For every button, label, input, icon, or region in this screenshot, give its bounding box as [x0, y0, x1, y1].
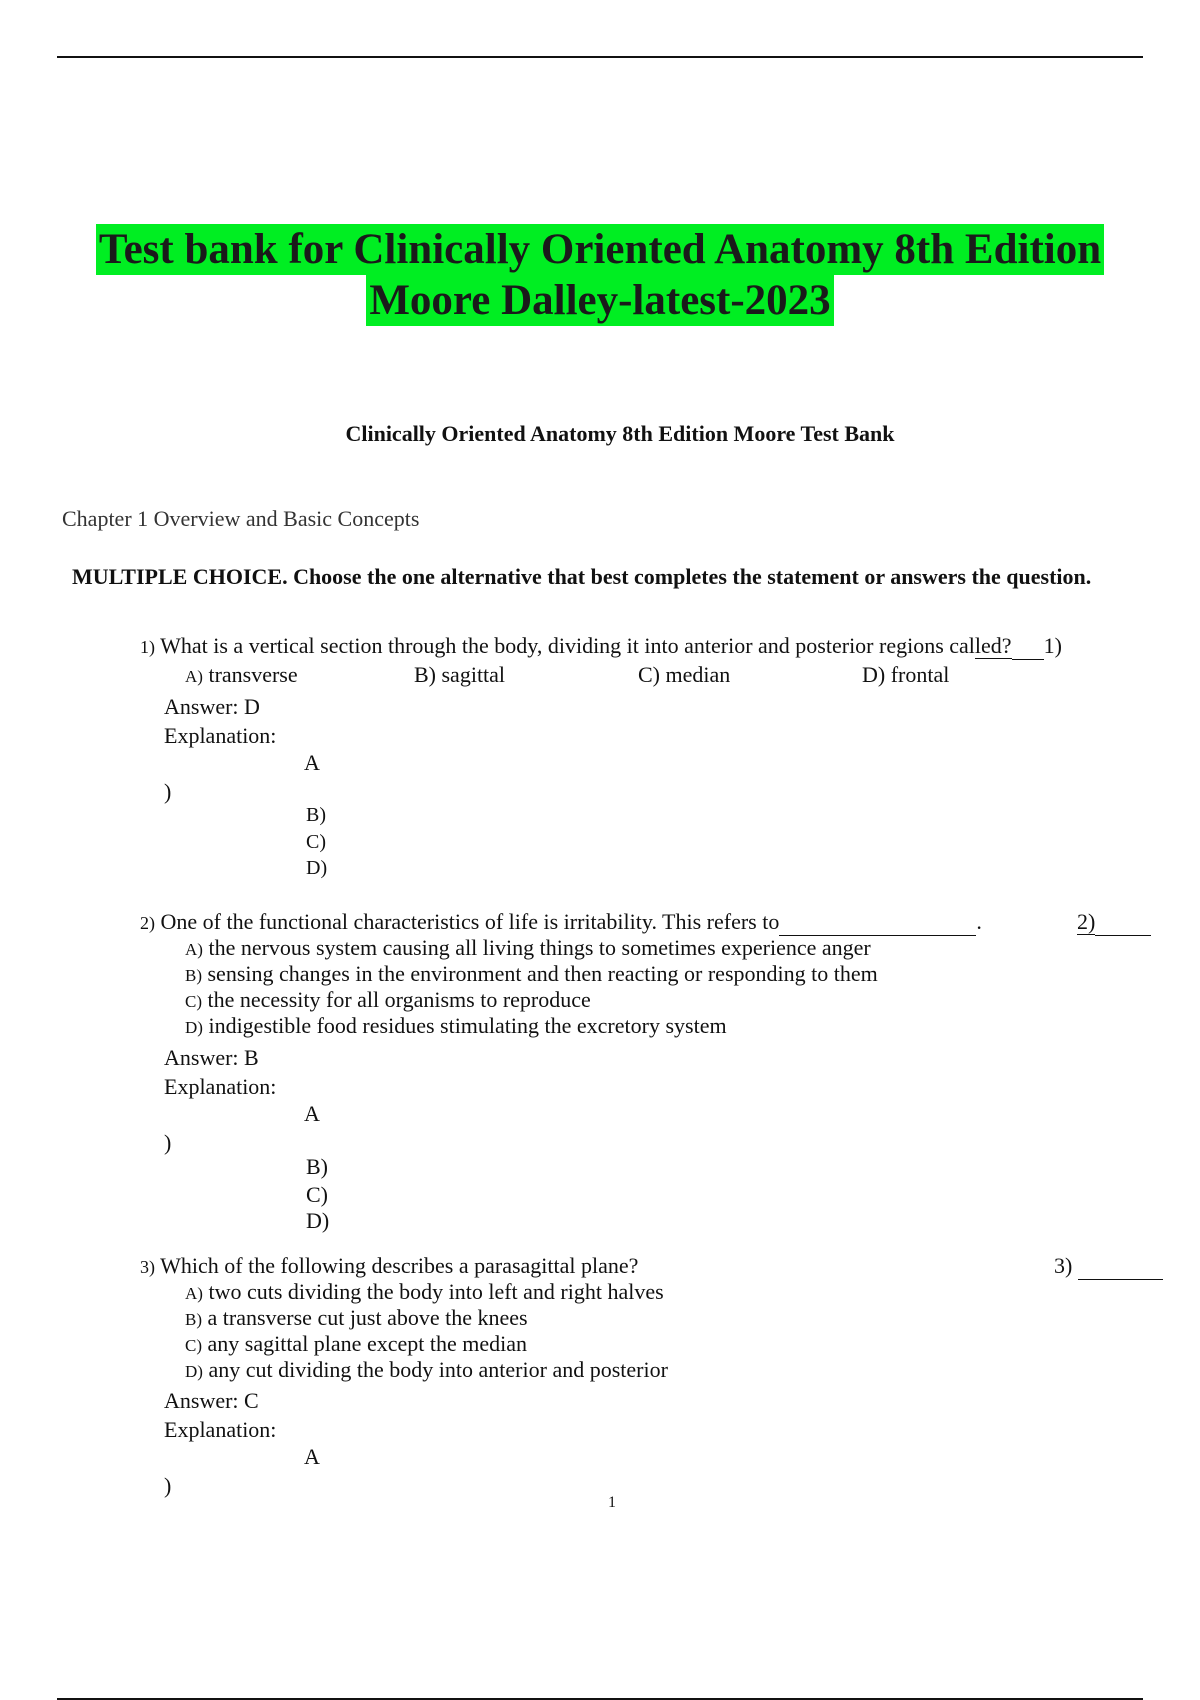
- q3-option-a: A) two cuts dividing the body into left and right halves: [185, 1279, 664, 1304]
- section-header: MULTIPLE CHOICE. Choose the one alternative that best completes the statement or answers the question.: [72, 564, 1092, 589]
- q1-expl-b: B): [306, 804, 326, 826]
- q1-option-d: D) frontal: [862, 662, 950, 687]
- q3-option-c: C) any sagittal plane except the median: [185, 1331, 527, 1356]
- q1-expl-paren: ): [164, 779, 172, 804]
- q3-expl-a: A: [304, 1444, 320, 1469]
- q3-option-d: D) any cut dividing the body into anterior and posterior: [185, 1357, 668, 1382]
- q2-expl-a: A: [304, 1101, 320, 1126]
- q2-option-b: B) sensing changes in the environment and then reacting or responding to them: [185, 961, 878, 986]
- q2-answer: Answer: B: [164, 1045, 259, 1070]
- q2-expl-d: D): [306, 1208, 330, 1233]
- title-line-2: Moore Dalley-latest-2023: [366, 275, 833, 326]
- top-rule: [57, 56, 1143, 58]
- q1-explanation: Explanation:: [164, 723, 277, 748]
- question-3-text: 3) Which of the following describes a parasagittal plane?: [140, 1253, 639, 1278]
- q3-option-b: B) a transverse cut just above the knees: [185, 1305, 528, 1330]
- q1-expl-d: D): [306, 857, 328, 879]
- question-2-text: 2) One of the functional characteristics of life is irritability. This refers to .: [140, 909, 982, 934]
- chapter-heading: Chapter 1 Overview and Basic Concepts: [62, 506, 420, 531]
- question-1-text: 1) What is a vertical section through the body, dividing it into anterior and posterior regions called? 1): [140, 633, 1062, 658]
- q1-option-a: A) transverse: [185, 662, 298, 687]
- q3-answer: Answer: C: [164, 1388, 259, 1413]
- q2-explanation: Explanation:: [164, 1074, 277, 1099]
- q1-option-c: C) median: [638, 662, 731, 687]
- q2-expl-b: B): [306, 1154, 328, 1179]
- question-3-number-right: 3): [1054, 1253, 1163, 1280]
- q1-answer: Answer: D: [164, 694, 260, 719]
- q2-option-c: C) the necessity for all organisms to reproduce: [185, 987, 591, 1012]
- page-number: 1: [608, 1494, 616, 1511]
- q1-expl-a: A: [304, 750, 320, 775]
- q2-expl-paren: ): [164, 1130, 172, 1155]
- document-title: [0, 224, 1200, 326]
- q3-expl-paren: ): [164, 1473, 172, 1498]
- q2-option-a: A) the nervous system causing all living things to sometimes experience anger: [185, 935, 871, 960]
- title-line-1: Test bank for Clinically Oriented Anatomy 8th Edition: [96, 224, 1104, 275]
- q3-explanation: Explanation:: [164, 1417, 277, 1442]
- question-2-number-right: 2): [1077, 909, 1151, 936]
- subtitle: Clinically Oriented Anatomy 8th Edition Moore Test Bank: [345, 421, 895, 446]
- q2-option-d: D) indigestible food residues stimulating the excretory system: [185, 1013, 727, 1038]
- q1-expl-c: C): [306, 831, 326, 853]
- q1-option-b: B) sagittal: [414, 662, 506, 687]
- q2-expl-c: C): [306, 1182, 328, 1207]
